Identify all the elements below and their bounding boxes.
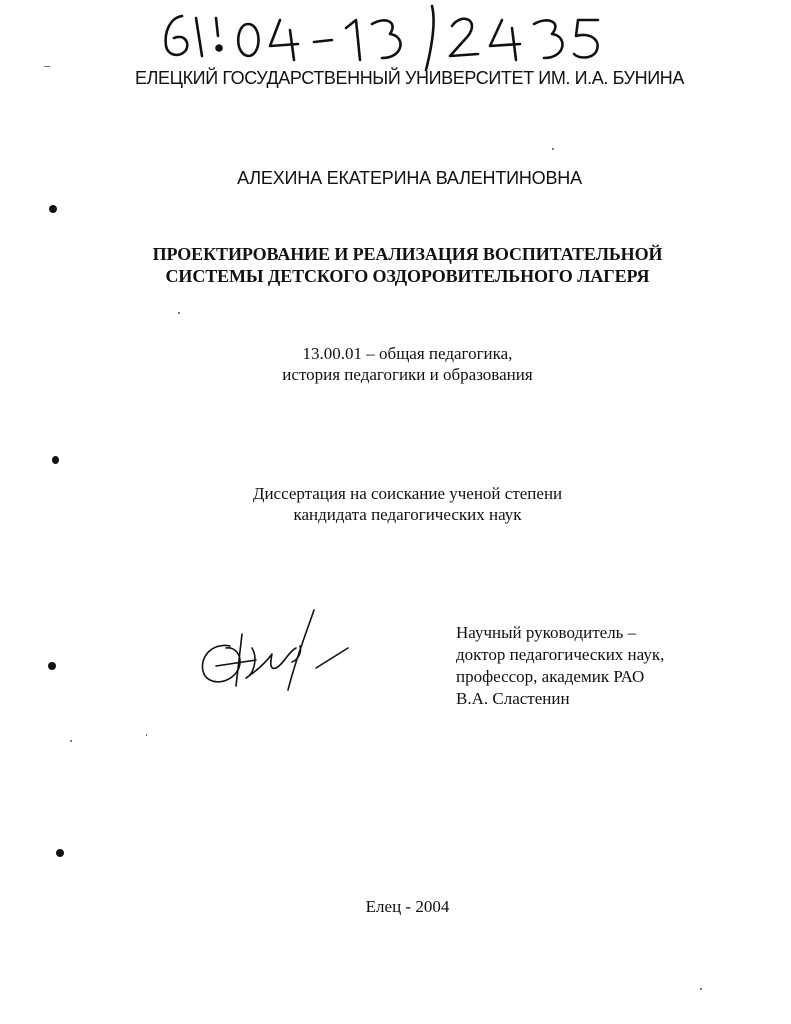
scan-speck: [178, 312, 180, 314]
city-and-year: Елец - 2004: [365, 897, 450, 916]
supervisor-role: Научный руководитель –: [456, 623, 637, 642]
degree-statement-line-2: кандидата педагогических наук: [293, 505, 522, 524]
specialty-name-line: история педагогики и образования: [282, 365, 533, 384]
scan-speck: [552, 148, 554, 150]
scan-dot-1: [49, 205, 57, 213]
scan-speck: [44, 66, 50, 67]
scan-dot-2: [52, 456, 59, 464]
specialty-code-line: 13.00.01 – общая педагогика,: [302, 344, 513, 363]
handwritten-archive-code: [150, 2, 610, 72]
dissertation-title-line-1: ПРОЕКТИРОВАНИЕ И РЕАЛИЗАЦИЯ ВОСПИТАТЕЛЬНОЙ: [152, 244, 663, 264]
scan-dot-4: [56, 849, 64, 857]
university-name: ЕЛЕЦКИЙ ГОСУДАРСТВЕННЫЙ УНИВЕРСИТЕТ ИМ. И.А. БУНИНА: [135, 68, 684, 88]
scan-speck: [70, 740, 72, 742]
supervisor-name: В.А. Сластенин: [456, 689, 570, 708]
author-name: АЛЕХИНА ЕКАТЕРИНА ВАЛЕНТИНОВНА: [237, 168, 582, 188]
handwritten-signature: [196, 608, 356, 698]
scan-speck: [146, 734, 147, 736]
dissertation-title-line-2: СИСТЕМЫ ДЕТСКОГО ОЗДОРОВИТЕЛЬНОГО ЛАГЕРЯ: [165, 266, 650, 286]
scientific-supervisor-block: [456, 622, 664, 710]
degree-statement-line-1: Диссертация на соискание ученой степени: [252, 484, 563, 503]
scan-speck: [700, 988, 702, 990]
supervisor-title: профессор, академик РАО: [456, 667, 645, 686]
supervisor-degree: доктор педагогических наук,: [456, 645, 665, 664]
scan-dot-3: [48, 662, 56, 670]
